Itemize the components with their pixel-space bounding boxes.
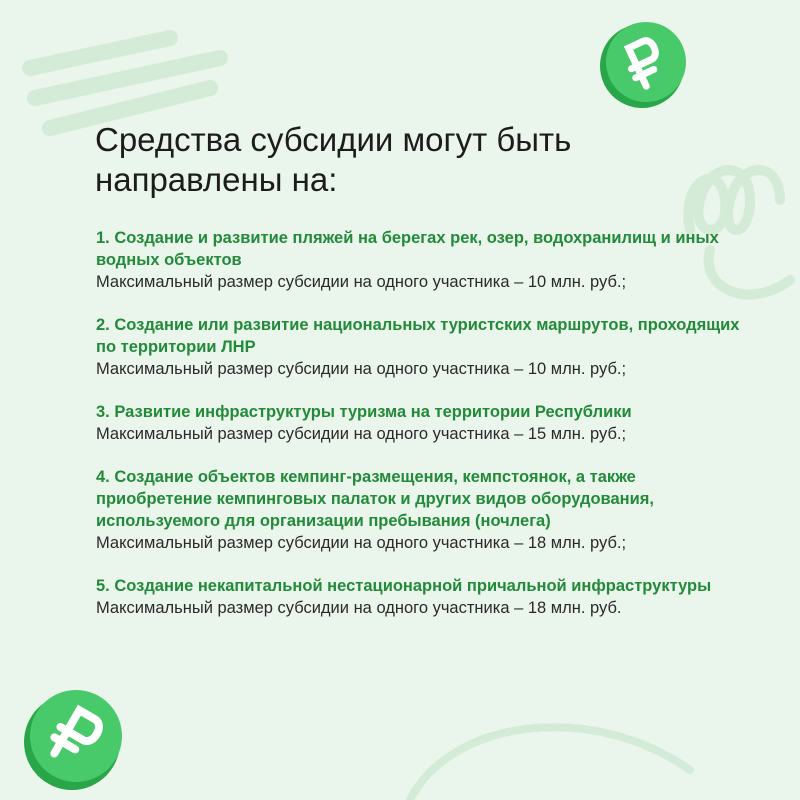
item-heading: 2. Создание или развитие национальных туристских маршрутов, проходящих по территории ЛНР [96,316,740,356]
item-note: Максимальный размер субсидии на одного участника – 18 млн. руб.; [96,534,627,552]
list-item [96,575,746,619]
item-note: Максимальный размер субсидии на одного участника – 10 млн. руб.; [96,360,627,378]
page-title: Средства субсидии могут быть направлены на: [95,121,572,198]
list-item [96,466,746,554]
item-heading: 5. Создание некапитальной нестационарной причальной инфраструктуры [96,577,712,595]
item-heading: 4. Создание объектов кемпинг-размещения, кемпстоянок, а также приобретение кемпинговых палаток и других видов оборудования, используемого для организации пребывания (ночлега) [96,468,654,530]
ruble-coin-icon [18,682,130,794]
list-item [96,401,746,445]
item-heading: 1. Создание и развитие пляжей на берегах рек, озер, водохранилищ и иных водных объектов [96,229,719,269]
arc-decoration [390,660,710,800]
list-item [96,314,746,380]
item-note: Максимальный размер субсидии на одного участника – 10 млн. руб.; [96,273,627,291]
list-item [96,227,746,293]
ruble-coin-icon [598,18,690,110]
item-note: Максимальный размер субсидии на одного участника – 18 млн. руб. [96,599,622,617]
item-note: Максимальный размер субсидии на одного участника – 15 млн. руб.; [96,425,627,443]
item-heading: 3. Развитие инфраструктуры туризма на территории Республики [96,403,632,421]
subsidy-list [96,227,746,640]
